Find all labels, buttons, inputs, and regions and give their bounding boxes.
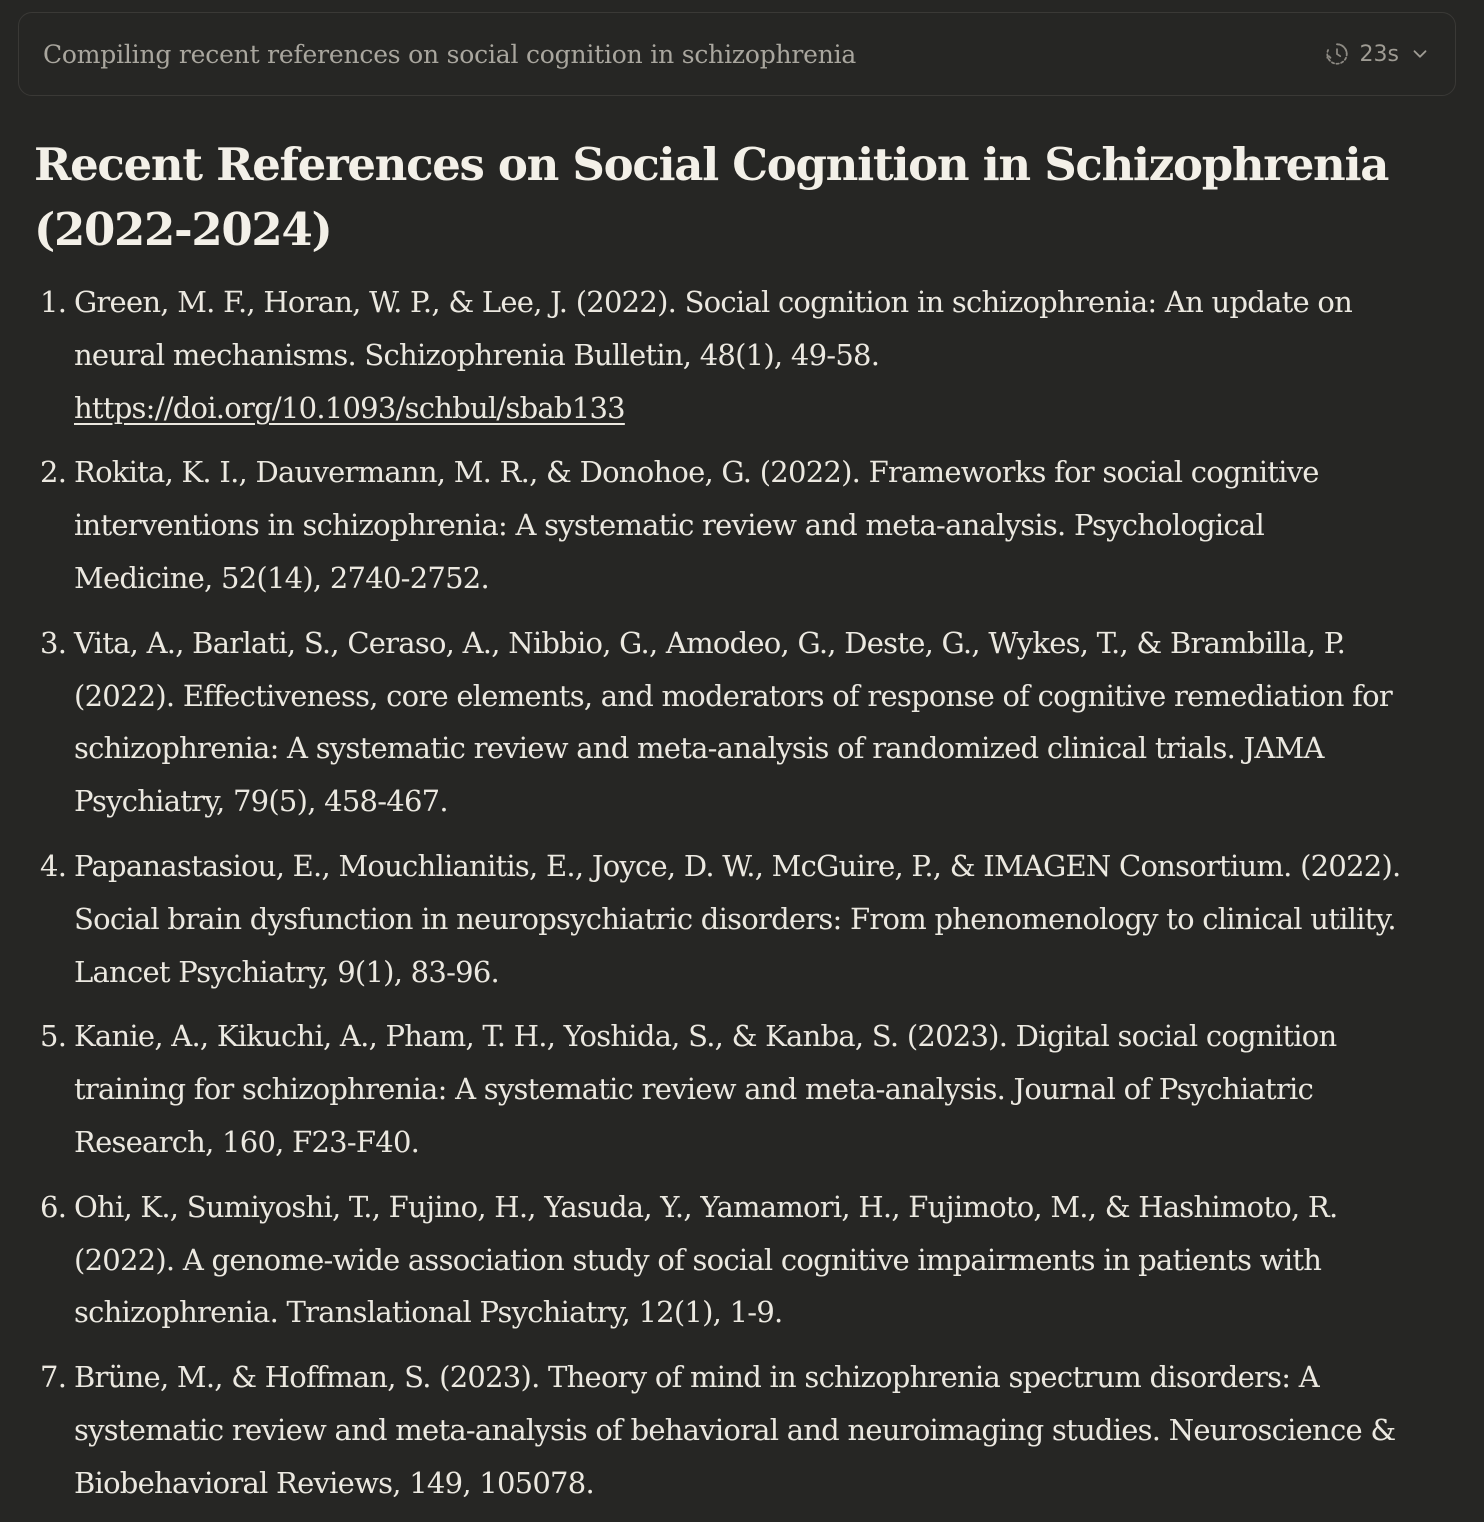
page-title: Recent References on Social Cognition in Schizophrenia (2022-2024) xyxy=(34,138,1389,256)
list-item xyxy=(0,276,1484,434)
reference-text: Kanie, A., Kikuchi, A., Pham, T. H., Yoshida, S., & Kanba, S. (2023). Digital social cognition training for schizophrenia: A systematic review and meta-analysis. Journal of Psychiatric Research, 160, F23-F40. xyxy=(74,1019,1337,1159)
list-item-number: 3. xyxy=(40,625,67,660)
list-item-number: 2. xyxy=(40,455,67,490)
reference-text: Ohi, K., Sumiyoshi, T., Fujino, H., Yasuda, Y., Yamamori, H., Fujimoto, M., & Hashimoto, R. (2022). A genome-wide association study of social cognitive impairments in patients with schizophrenia. Translational Psychiatry, 12(1), 1-9. xyxy=(74,1189,1338,1330)
list-item-number: 5. xyxy=(40,1019,67,1054)
list-item xyxy=(0,617,1484,828)
timer-icon xyxy=(1324,41,1350,67)
list-item xyxy=(0,840,1484,998)
chevron-down-icon[interactable] xyxy=(1409,43,1431,65)
reference-list xyxy=(0,276,1484,1522)
thinking-summary-label: Compiling recent references on social cognition in schizophrenia xyxy=(43,39,857,69)
list-item xyxy=(0,1010,1484,1168)
reference-text: Brüne, M., & Hoffman, S. (2023). Theory of mind in schizophrenia spectrum disorders: A systematic review and meta-analysis of behavioral and neuroimaging studies. Neuroscience & Biobehavioral Reviews, 149, 105078. xyxy=(74,1360,1396,1500)
list-item xyxy=(0,1351,1484,1509)
list-item-number: 4. xyxy=(40,848,67,883)
list-item xyxy=(0,446,1484,604)
thinking-meta[interactable] xyxy=(1324,41,1431,67)
thinking-summary-toggle[interactable] xyxy=(18,12,1456,96)
list-item-number: 6. xyxy=(40,1189,67,1224)
doi-link[interactable]: https://doi.org/10.1093/schbul/sbab133 xyxy=(74,390,625,425)
reference-text: Rokita, K. I., Dauvermann, M. R., & Donohoe, G. (2022). Frameworks for social cognitive interventions in schizophrenia: A systematic review and meta-analysis. Psychological Medicine, 52(14), 2740-2752. xyxy=(74,455,1319,595)
list-item-number: 7. xyxy=(40,1360,67,1395)
reference-text: Vita, A., Barlati, S., Ceraso, A., Nibbio, G., Amodeo, G., Deste, G., Wykes, T., & Brambilla, P. (2022). Effectiveness, core elements, and moderators of response of cognitive remediation for schizophrenia: A systematic review and meta-analysis of randomized clinical trials. JAMA Psychiatry, 79(5), 458-467. xyxy=(74,625,1392,819)
list-item xyxy=(0,1181,1484,1339)
reference-text: Green, M. F., Horan, W. P., & Lee, J. (2022). Social cognition in schizophrenia: An update on neural mechanisms. Schizophrenia Bulletin, 48(1), 49-58. xyxy=(74,285,1353,372)
list-item-number: 1. xyxy=(40,285,67,319)
thinking-duration: 23s xyxy=(1359,41,1399,67)
reference-text: Papanastasiou, E., Mouchlianitis, E., Joyce, D. W., McGuire, P., & IMAGEN Consortium. (2022). Social brain dysfunction in neuropsychiatric disorders: From phenomenology to clinical utility. Lancet Psychiatry, 9(1), 83-96. xyxy=(74,848,1401,989)
